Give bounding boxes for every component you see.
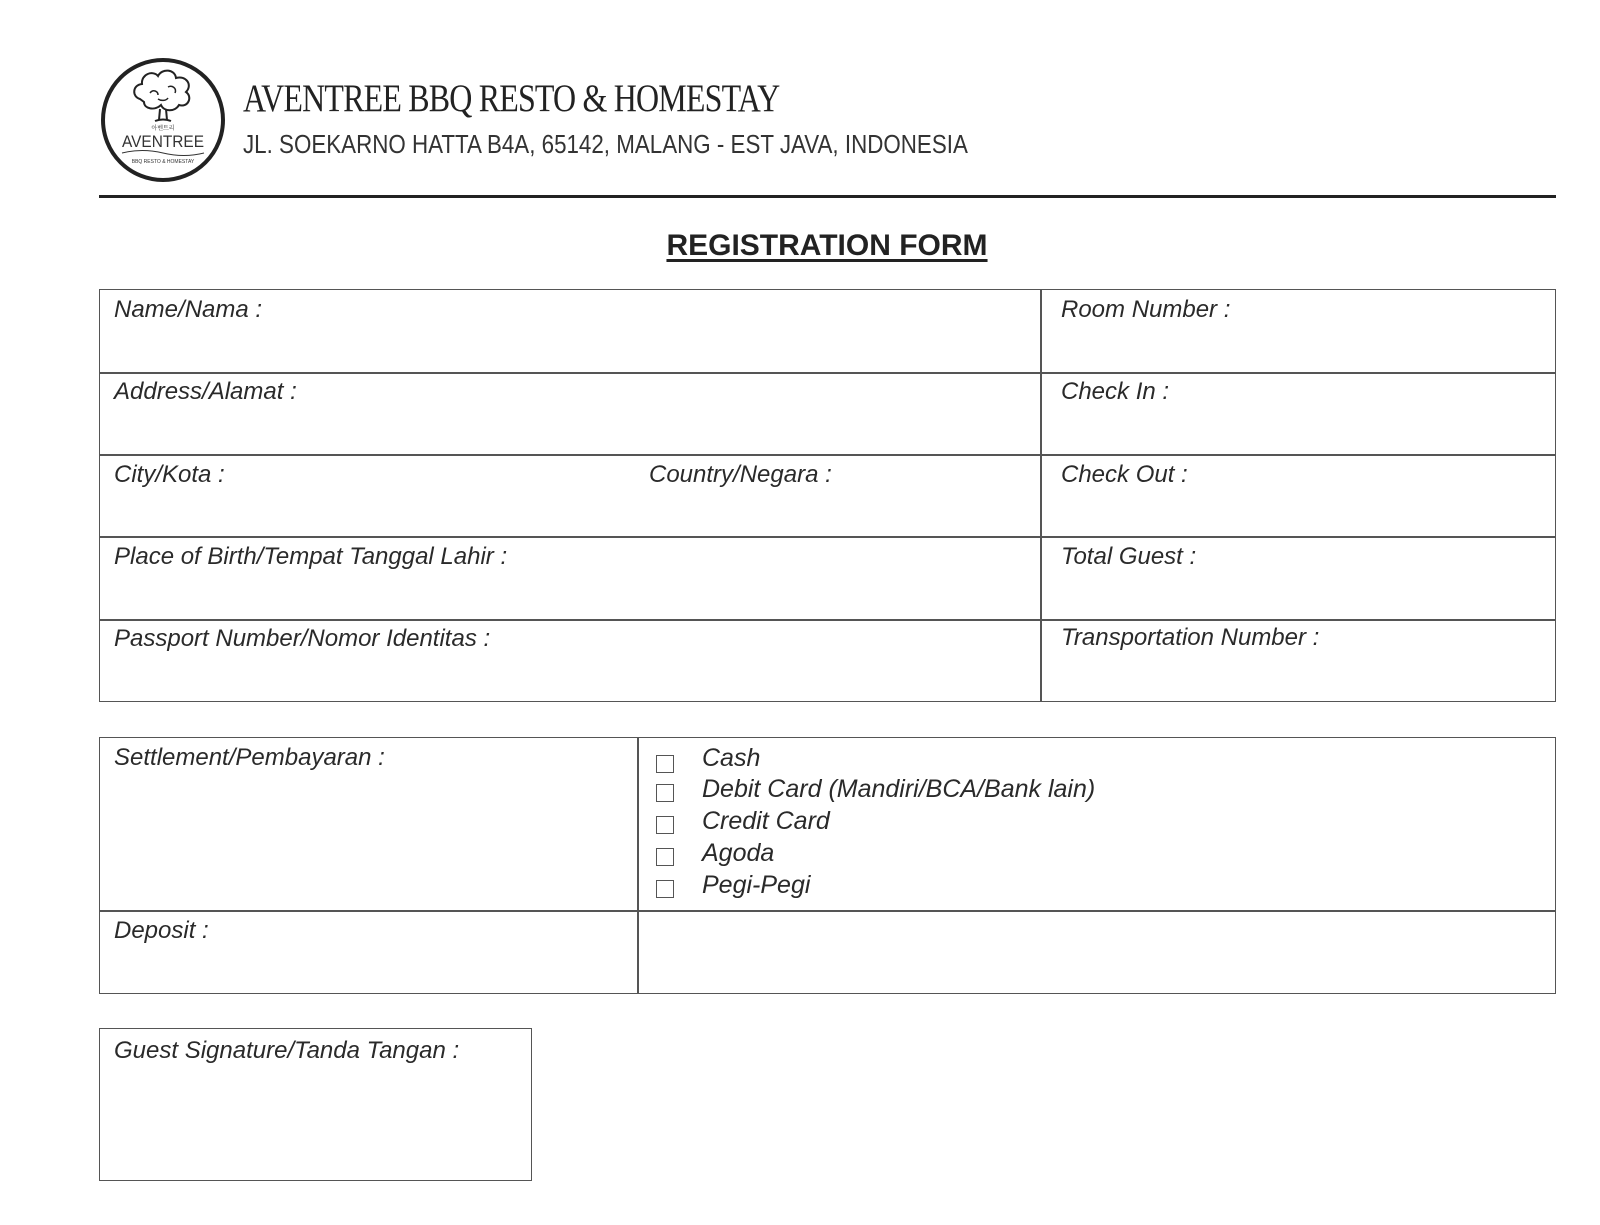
logo-korean-text: 아벤트리 — [151, 125, 175, 132]
payment-option-checkbox[interactable] — [656, 816, 674, 834]
row-divider — [99, 454, 1556, 456]
name-field[interactable]: Name/Nama : — [114, 296, 263, 323]
logo-sub-text: BBQ RESTO & HOMESTAY — [131, 159, 195, 165]
tree-logo-icon — [100, 57, 226, 183]
row-divider — [99, 619, 1556, 621]
payment-column-divider — [637, 737, 639, 994]
check-in-field[interactable]: Check In : — [1061, 378, 1170, 405]
settlement-label: Settlement/Pembayaran : — [114, 744, 385, 771]
signature-label: Guest Signature/Tanda Tangan : — [114, 1037, 460, 1064]
row-divider — [99, 536, 1556, 538]
payment-option-label: Agoda — [702, 839, 775, 867]
payment-option-checkbox[interactable] — [656, 880, 674, 898]
passport-field[interactable]: Passport Number/Nomor Identitas : — [114, 625, 491, 652]
payment-option-checkbox[interactable] — [656, 784, 674, 802]
payment-option-label: Cash — [702, 744, 761, 772]
company-name: AVENTREE BBQ RESTO & HOMESTAY — [243, 77, 780, 120]
header-divider — [99, 195, 1556, 198]
room-number-field[interactable]: Room Number : — [1061, 296, 1231, 323]
check-out-field[interactable]: Check Out : — [1061, 461, 1188, 488]
birth-field[interactable]: Place of Birth/Tempat Tanggal Lahir : — [114, 543, 508, 570]
payment-option-label: Credit Card — [702, 807, 830, 835]
guest-info-column-divider — [1040, 289, 1042, 702]
form-title: REGISTRATION FORM — [666, 229, 988, 262]
payment-option-label: Debit Card (Mandiri/BCA/Bank lain) — [702, 775, 1096, 803]
address-field[interactable]: Address/Alamat : — [114, 378, 297, 405]
country-field[interactable]: Country/Negara : — [649, 461, 832, 488]
logo-main-text: AVENTREE — [122, 132, 204, 151]
row-divider — [99, 910, 1556, 912]
deposit-field[interactable]: Deposit : — [114, 917, 209, 944]
payment-option-label: Pegi-Pegi — [702, 871, 811, 899]
total-guest-field[interactable]: Total Guest : — [1061, 543, 1197, 570]
transportation-field[interactable]: Transportation Number : — [1061, 624, 1320, 651]
payment-option-checkbox[interactable] — [656, 755, 674, 773]
city-field[interactable]: City/Kota : — [114, 461, 225, 488]
company-address: JL. SOEKARNO HATTA B4A, 65142, MALANG - EST JAVA, INDONESIA — [243, 129, 968, 159]
row-divider — [99, 372, 1556, 374]
payment-option-checkbox[interactable] — [656, 848, 674, 866]
